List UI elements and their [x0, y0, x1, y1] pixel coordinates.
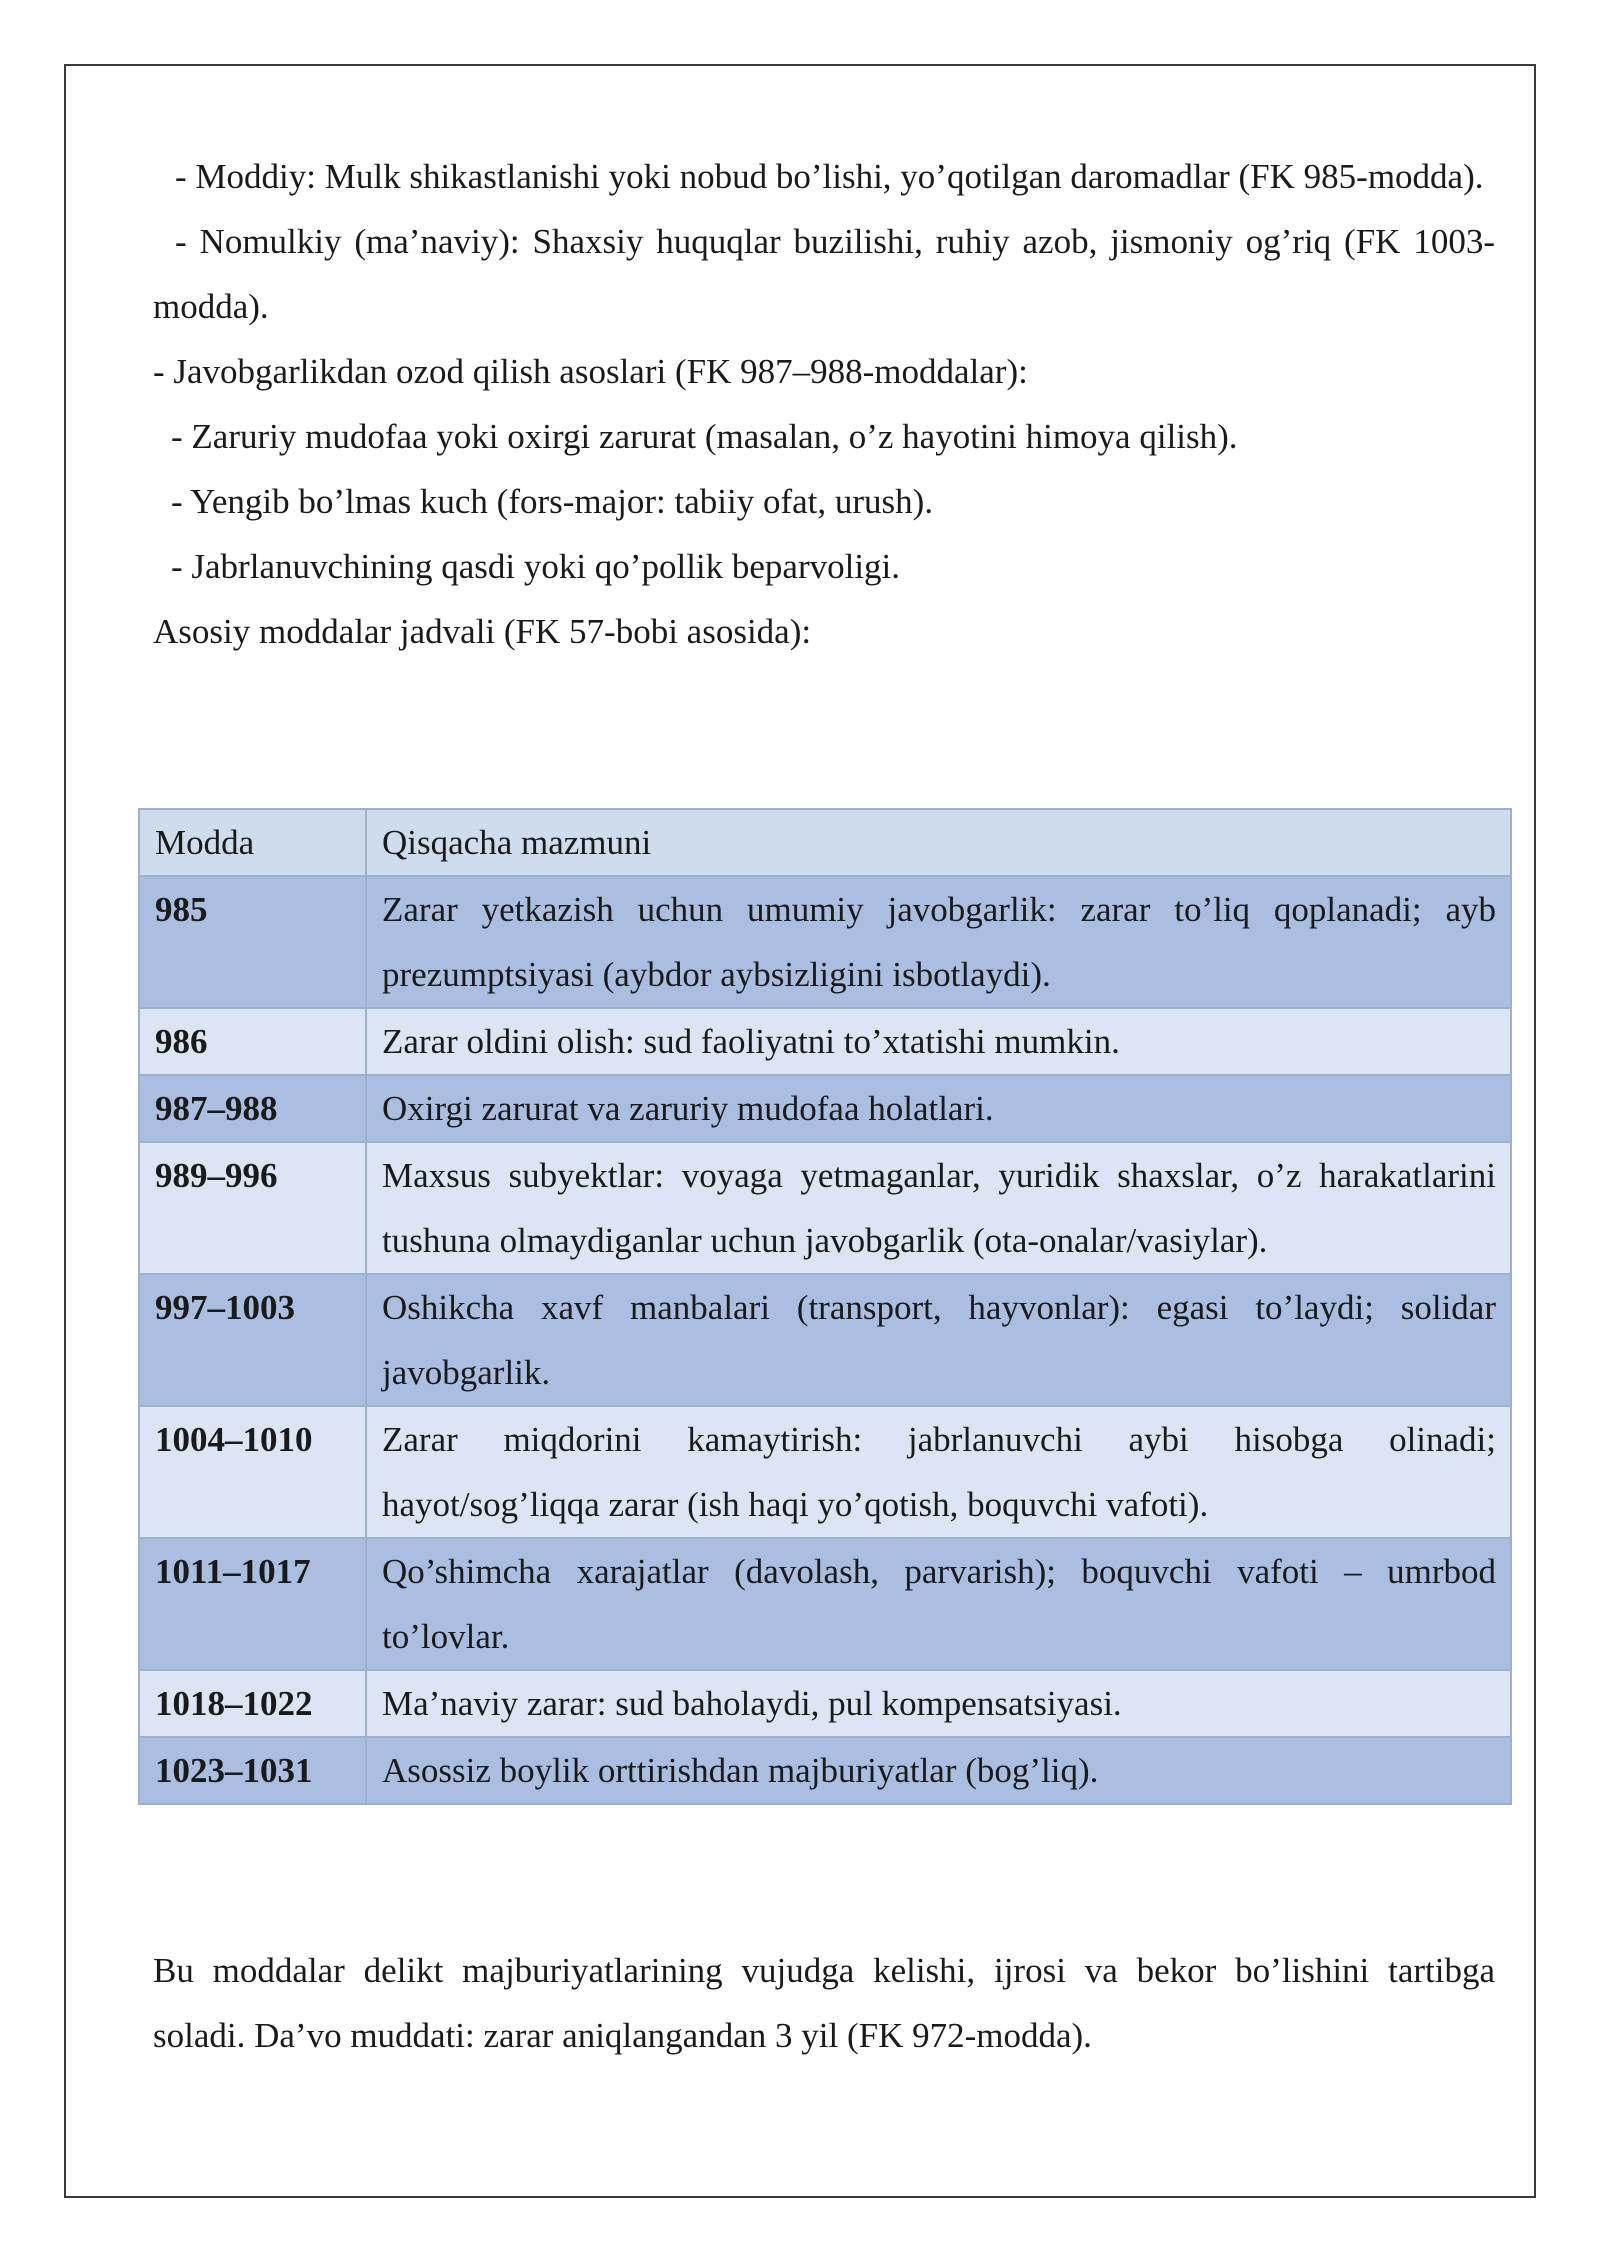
table-row [139, 1075, 1511, 1142]
body-text [153, 144, 1495, 664]
article-summary: Zarar miqdorini kamaytirish: jabrlanuvchi aybi hisobga olinadi; hayot/sog’liqqa zarar (ish haqi yo’qotish, boquvchi vafoti). [366, 1406, 1511, 1538]
article-number: 985 [139, 876, 366, 1008]
article-summary: Oshikcha xavf manbalari (transport, hayvonlar): egasi to’laydi; solidar javobgarlik. [366, 1274, 1511, 1406]
table-row [139, 1406, 1511, 1538]
table-row [139, 1670, 1511, 1737]
table-row [139, 1008, 1511, 1075]
list-item-necessary-defense: - Zaruriy mudofaa yoki oxirgi zarurat (masalan, o’z hayotini himoya qilish). [171, 417, 1238, 456]
table-row [139, 1274, 1511, 1406]
header-article: Modda [139, 809, 366, 876]
article-number: 1018–1022 [139, 1670, 366, 1737]
table-row [139, 876, 1511, 1008]
article-number: 1011–1017 [139, 1538, 366, 1670]
header-summary: Qisqacha mazmuni [366, 809, 1511, 876]
paragraph-material-damage: - Moddiy: Mulk shikastlanishi yoki nobud bo’lishi, yo’qotilgan daromadlar (FK 985-modda). [175, 157, 1484, 196]
paragraph-moral-damage: - Nomulkiy (ma’naviy): Shaxsiy huquqlar buzilishi, ruhiy azob, jismoniy og’riq (FK 1003-modda). [153, 222, 1495, 326]
article-number: 1004–1010 [139, 1406, 366, 1538]
article-number: 986 [139, 1008, 366, 1075]
article-summary: Qo’shimcha xarajatlar (davolash, parvarish); boquvchi vafoti – umrbod to’lovlar. [366, 1538, 1511, 1670]
table-header-row [139, 809, 1511, 876]
article-summary: Ma’naviy zarar: sud baholaydi, pul kompensatsiyasi. [366, 1670, 1511, 1737]
table-row [139, 1538, 1511, 1670]
article-number: 997–1003 [139, 1274, 366, 1406]
table-row [139, 1737, 1511, 1804]
table-caption: Asosiy moddalar jadvali (FK 57-bobi asosida): [153, 612, 812, 651]
article-number: 987–988 [139, 1075, 366, 1142]
article-summary: Zarar oldini olish: sud faoliyatni to’xtatishi mumkin. [366, 1008, 1511, 1075]
articles-table [138, 808, 1512, 1805]
paragraph-exemption-grounds: - Javobgarlikdan ozod qilish asoslari (FK 987–988-moddalar): [153, 352, 1028, 391]
closing-paragraph: Bu moddalar delikt majburiyatlarining vujudga kelishi, ijrosi va bekor bo’lishini tartibga soladi. Da’vo muddati: zarar aniqlangandan 3 yil (FK 972-modda). [153, 1951, 1495, 2055]
article-number: 989–996 [139, 1142, 366, 1274]
article-number: 1023–1031 [139, 1737, 366, 1804]
table-row [139, 1142, 1511, 1274]
article-summary: Zarar yetkazish uchun umumiy javobgarlik: zarar to’liq qoplanadi; ayb prezumptsiyasi (aybdor aybsizligini isbotlaydi). [366, 876, 1511, 1008]
article-summary: Asossiz boylik orttirishdan majburiyatlar (bog’liq). [366, 1737, 1511, 1804]
list-item-force-majeure: - Yengib bo’lmas kuch (fors-major: tabiiy ofat, urush). [171, 482, 934, 521]
list-item-victim-intent: - Jabrlanuvchining qasdi yoki qo’pollik beparvoligi. [171, 547, 901, 586]
article-summary: Oxirgi zarurat va zaruriy mudofaa holatlari. [366, 1075, 1511, 1142]
article-summary: Maxsus subyektlar: voyaga yetmaganlar, yuridik shaxslar, o’z harakatlarini tushuna olmaydiganlar uchun javobgarlik (ota-onalar/vasiylar). [366, 1142, 1511, 1274]
